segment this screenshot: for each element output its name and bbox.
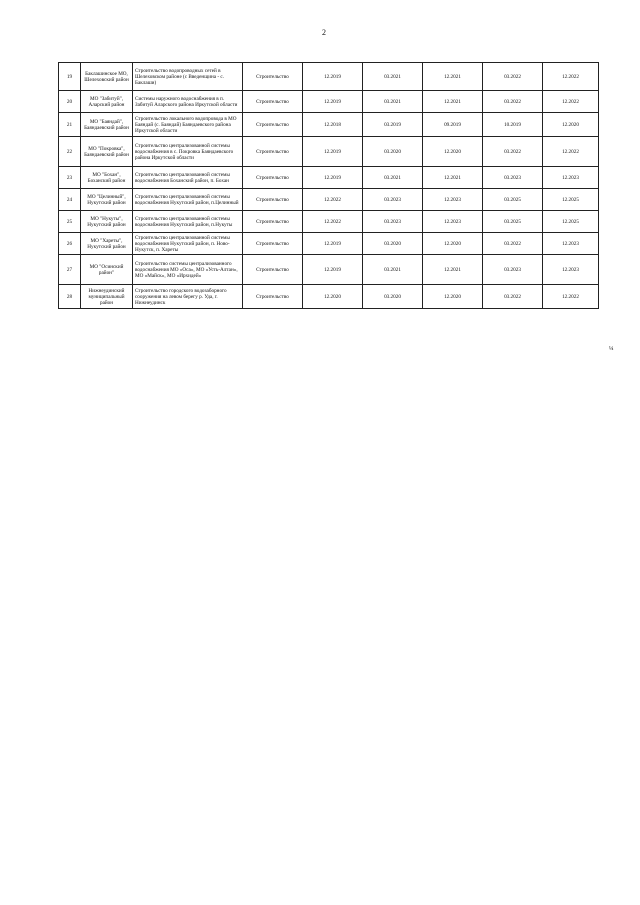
object-name-cell: Строительство городского водозаборного сооружения на левом берегу р. Уда, г. Нижнеудинск [133, 285, 243, 309]
date-cell-2: 03.2020 [363, 233, 423, 255]
date-cell-2: 03.2021 [363, 255, 423, 285]
date-cell-1: 12.2018 [303, 113, 363, 137]
row-number: 23 [59, 167, 81, 189]
date-cell-5: 12.2023 [543, 233, 599, 255]
date-cell-4: 03.2025 [483, 211, 543, 233]
work-type-cell: Строительство [243, 211, 303, 233]
object-name-cell: Строительство локального водопровода в МО Баяндай (с. Баяндай) Баяндаевского района Иркутской области [133, 113, 243, 137]
date-cell-5: 12.2023 [543, 255, 599, 285]
work-type-cell: Строительство [243, 285, 303, 309]
date-cell-3: 12.2021 [423, 63, 483, 91]
table-row [59, 63, 599, 91]
date-cell-2: 03.2023 [363, 211, 423, 233]
municipality-cell: Баклашинское МО, Шелеховский район [81, 63, 133, 91]
date-cell-1: 12.2019 [303, 63, 363, 91]
table-row [59, 91, 599, 113]
date-cell-2: 03.2019 [363, 113, 423, 137]
date-cell-3: 12.2023 [423, 189, 483, 211]
date-cell-4: 03.2025 [483, 189, 543, 211]
table-row [59, 285, 599, 309]
municipality-cell: Нижнеудинский муниципальный район [81, 285, 133, 309]
date-cell-2: 03.2020 [363, 285, 423, 309]
date-cell-1: 12.2020 [303, 285, 363, 309]
row-number: 25 [59, 211, 81, 233]
row-number: 24 [59, 189, 81, 211]
date-cell-2: 03.2021 [363, 91, 423, 113]
date-cell-4: 03.2023 [483, 167, 543, 189]
object-name-cell: Системы наружного водоснабжения в п. Забитуй Аларского района Иркутской области [133, 91, 243, 113]
work-type-cell: Строительство [243, 137, 303, 167]
municipality-cell: МО "Бохан", Боханский район [81, 167, 133, 189]
date-cell-3: 12.2020 [423, 137, 483, 167]
date-cell-1: 12.2019 [303, 255, 363, 285]
work-type-cell: Строительство [243, 63, 303, 91]
date-cell-2: 03.2021 [363, 63, 423, 91]
object-name-cell: Строительство централизованной системы водоснабжения Нукутский район, п.Нукуты [133, 211, 243, 233]
date-cell-5: 12.2023 [543, 167, 599, 189]
date-cell-3: 12.2021 [423, 255, 483, 285]
date-cell-5: 12.2020 [543, 113, 599, 137]
date-cell-3: 12.2021 [423, 91, 483, 113]
table-row [59, 167, 599, 189]
date-cell-4: 03.2022 [483, 137, 543, 167]
date-cell-5: 12.2022 [543, 91, 599, 113]
municipality-cell: МО "Баяндай", Баяндаевский район [81, 113, 133, 137]
date-cell-4: 03.2022 [483, 233, 543, 255]
table-row [59, 255, 599, 285]
table-row [59, 189, 599, 211]
object-name-cell: Строительство централизованной системы водоснабжения в с. Покровка Баяндаевского района Иркутской области [133, 137, 243, 167]
municipality-cell: МО "Забитуй", Аларский район [81, 91, 133, 113]
object-name-cell: Строительство системы централизованного водоснабжения МО «Оса», МО «Усть-Алтан», МО «Майск», МО «Ирхидей» [133, 255, 243, 285]
date-cell-4: 03.2022 [483, 285, 543, 309]
date-cell-5: 12.2022 [543, 137, 599, 167]
date-cell-3: 12.2021 [423, 167, 483, 189]
date-cell-2: 03.2021 [363, 167, 423, 189]
work-type-cell: Строительство [243, 167, 303, 189]
work-type-cell: Строительство [243, 91, 303, 113]
municipality-cell: МО "Покровка", Баяндаевский район [81, 137, 133, 167]
date-cell-1: 12.2022 [303, 211, 363, 233]
row-number: 28 [59, 285, 81, 309]
date-cell-1: 12.2022 [303, 189, 363, 211]
row-number: 22 [59, 137, 81, 167]
date-cell-5: 12.2025 [543, 211, 599, 233]
object-name-cell: Строительство централизованной системы водоснабжения Нукутский район, п. Ново-Нукутск, п. Хареты [133, 233, 243, 255]
date-cell-4: 10.2019 [483, 113, 543, 137]
date-cell-5: 12.2025 [543, 189, 599, 211]
construction-schedule-table [58, 62, 599, 309]
table-row [59, 113, 599, 137]
municipality-cell: МО "Хареты", Нукутский район [81, 233, 133, 255]
table-body [59, 63, 599, 309]
row-number: 27 [59, 255, 81, 285]
row-number: 20 [59, 91, 81, 113]
table-row [59, 233, 599, 255]
date-cell-5: 12.2022 [543, 285, 599, 309]
date-cell-4: 03.2022 [483, 63, 543, 91]
date-cell-1: 12.2019 [303, 167, 363, 189]
date-cell-2: 03.2023 [363, 189, 423, 211]
work-type-cell: Строительство [243, 233, 303, 255]
work-type-cell: Строительство [243, 113, 303, 137]
table-row [59, 211, 599, 233]
row-number: 26 [59, 233, 81, 255]
municipality-cell: МО "Целинный", Нукутский район [81, 189, 133, 211]
date-cell-3: 12.2020 [423, 285, 483, 309]
date-cell-1: 12.2019 [303, 137, 363, 167]
date-cell-4: 03.2022 [483, 91, 543, 113]
municipality-cell: МО "Осинский район" [81, 255, 133, 285]
page-number: 2 [322, 28, 326, 37]
margin-mark: ¼ [609, 346, 614, 352]
work-type-cell: Строительство [243, 189, 303, 211]
date-cell-3: 09.2019 [423, 113, 483, 137]
date-cell-4: 03.2023 [483, 255, 543, 285]
row-number: 21 [59, 113, 81, 137]
row-number: 19 [59, 63, 81, 91]
date-cell-2: 03.2020 [363, 137, 423, 167]
date-cell-3: 12.2020 [423, 233, 483, 255]
date-cell-3: 12.2023 [423, 211, 483, 233]
municipality-cell: МО "Нукуты", Нукутский район [81, 211, 133, 233]
object-name-cell: Строительство водопроводных сетей в Шелеховском районе (с Введенщина - с. Баклаши) [133, 63, 243, 91]
object-name-cell: Строительство централизованной системы водоснабжения Нукутский район, п.Целинный [133, 189, 243, 211]
date-cell-1: 12.2019 [303, 233, 363, 255]
date-cell-1: 12.2019 [303, 91, 363, 113]
object-name-cell: Строительство централизованной системы водоснабжения Боханский район, п. Бохан [133, 167, 243, 189]
work-type-cell: Строительство [243, 255, 303, 285]
date-cell-5: 12.2022 [543, 63, 599, 91]
table-row [59, 137, 599, 167]
